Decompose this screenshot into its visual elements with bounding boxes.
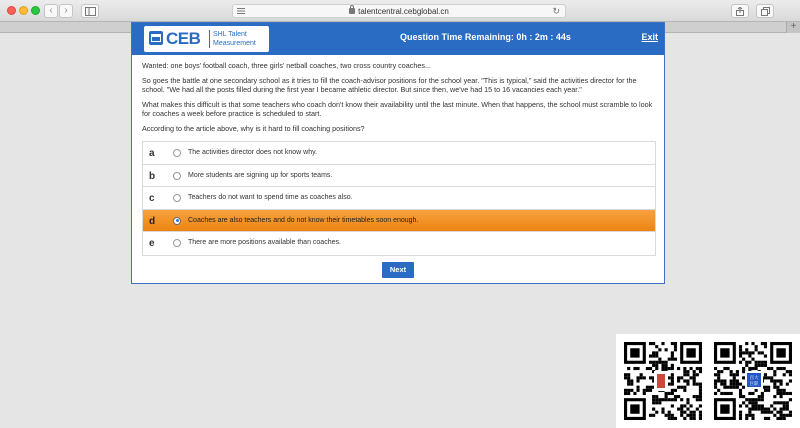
back-button[interactable] (44, 4, 58, 18)
browser-toolbar (0, 0, 800, 22)
option-text: Coaches are also teachers and do not know their timetables soon enough. (188, 216, 419, 224)
tabs-icon (761, 7, 770, 16)
share-button[interactable] (731, 4, 749, 18)
option-text: More students are signing up for sports teams. (188, 171, 333, 179)
option-b[interactable] (143, 165, 655, 188)
share-icon (736, 7, 744, 16)
logo-subtitle: SHL Talent Measurement (213, 31, 256, 47)
test-panel (131, 22, 665, 284)
sidebar-icon (85, 7, 96, 16)
reload-icon[interactable]: ↻ (552, 6, 560, 16)
address-bar[interactable] (232, 4, 566, 18)
seal-icon (654, 371, 668, 391)
option-letter: e (149, 238, 155, 250)
radio-button[interactable] (173, 194, 181, 202)
option-text: Teachers do not want to spend time as coaches also. (188, 194, 353, 202)
option-text: The activities director does not know why. (188, 149, 318, 156)
radio-button[interactable] (173, 172, 181, 180)
exit-link[interactable]: Exit (641, 32, 658, 42)
tab-overview-button[interactable] (756, 4, 774, 18)
next-button[interactable]: Next (382, 262, 414, 278)
url-text: talentcentral.cebglobal.cn (358, 7, 449, 16)
option-letter: d (149, 215, 156, 227)
chevron-right-icon: › (64, 5, 68, 16)
radio-button[interactable] (173, 217, 181, 225)
answer-options (142, 141, 656, 256)
question-text: According to the article above, why is it hard to fill coaching positions? (142, 124, 365, 133)
chevron-left-icon: ‹ (49, 5, 53, 16)
option-letter: c (149, 193, 155, 205)
sidebar-toggle-button[interactable] (81, 4, 99, 18)
passage-paragraph: So goes the battle at one secondary school as it tries to fill the coach-advisor positions for the school year. "This is typical," said the activities director for the school. "We had all the posts filled during the first year I became athletic director. But since then, we've had 15 to 16 vacancies each year." (142, 76, 637, 94)
close-window-button[interactable] (7, 6, 16, 15)
passage-paragraph: What makes this difficult is that some teachers who coach don't know their availability until the last minute. When that happens, the school must scramble to look for coaches a week before practice is scheduled to start. (142, 100, 653, 118)
logo-text: CEB (166, 29, 201, 48)
option-e[interactable] (143, 232, 655, 255)
radio-button[interactable] (173, 239, 181, 247)
logo-divider (209, 30, 210, 48)
reading-passage (142, 61, 654, 139)
option-a[interactable] (143, 142, 655, 165)
option-letter: b (149, 170, 156, 182)
lock-icon (349, 8, 355, 14)
new-tab-button[interactable]: + (786, 22, 800, 33)
panel-header (132, 23, 664, 55)
institution-icon (149, 31, 163, 45)
zoom-window-button[interactable] (31, 6, 40, 15)
option-d[interactable] (143, 210, 655, 233)
qr-code-overlay (616, 334, 800, 428)
forward-button[interactable] (59, 4, 73, 18)
option-c[interactable] (143, 187, 655, 210)
radio-button[interactable] (173, 149, 181, 157)
passage-paragraph: Wanted: one boys' football coach, three girls' netball coaches, two cross country coaches... (142, 61, 431, 70)
ceb-logo (144, 26, 269, 52)
option-letter: a (149, 148, 155, 159)
question-timer: Question Time Remaining: 0h : 2m : 44s (400, 32, 571, 42)
minimize-window-button[interactable] (19, 6, 28, 15)
option-text: There are more positions available than coaches. (188, 239, 341, 247)
qr-badge: 百大 巨职 (745, 371, 763, 389)
